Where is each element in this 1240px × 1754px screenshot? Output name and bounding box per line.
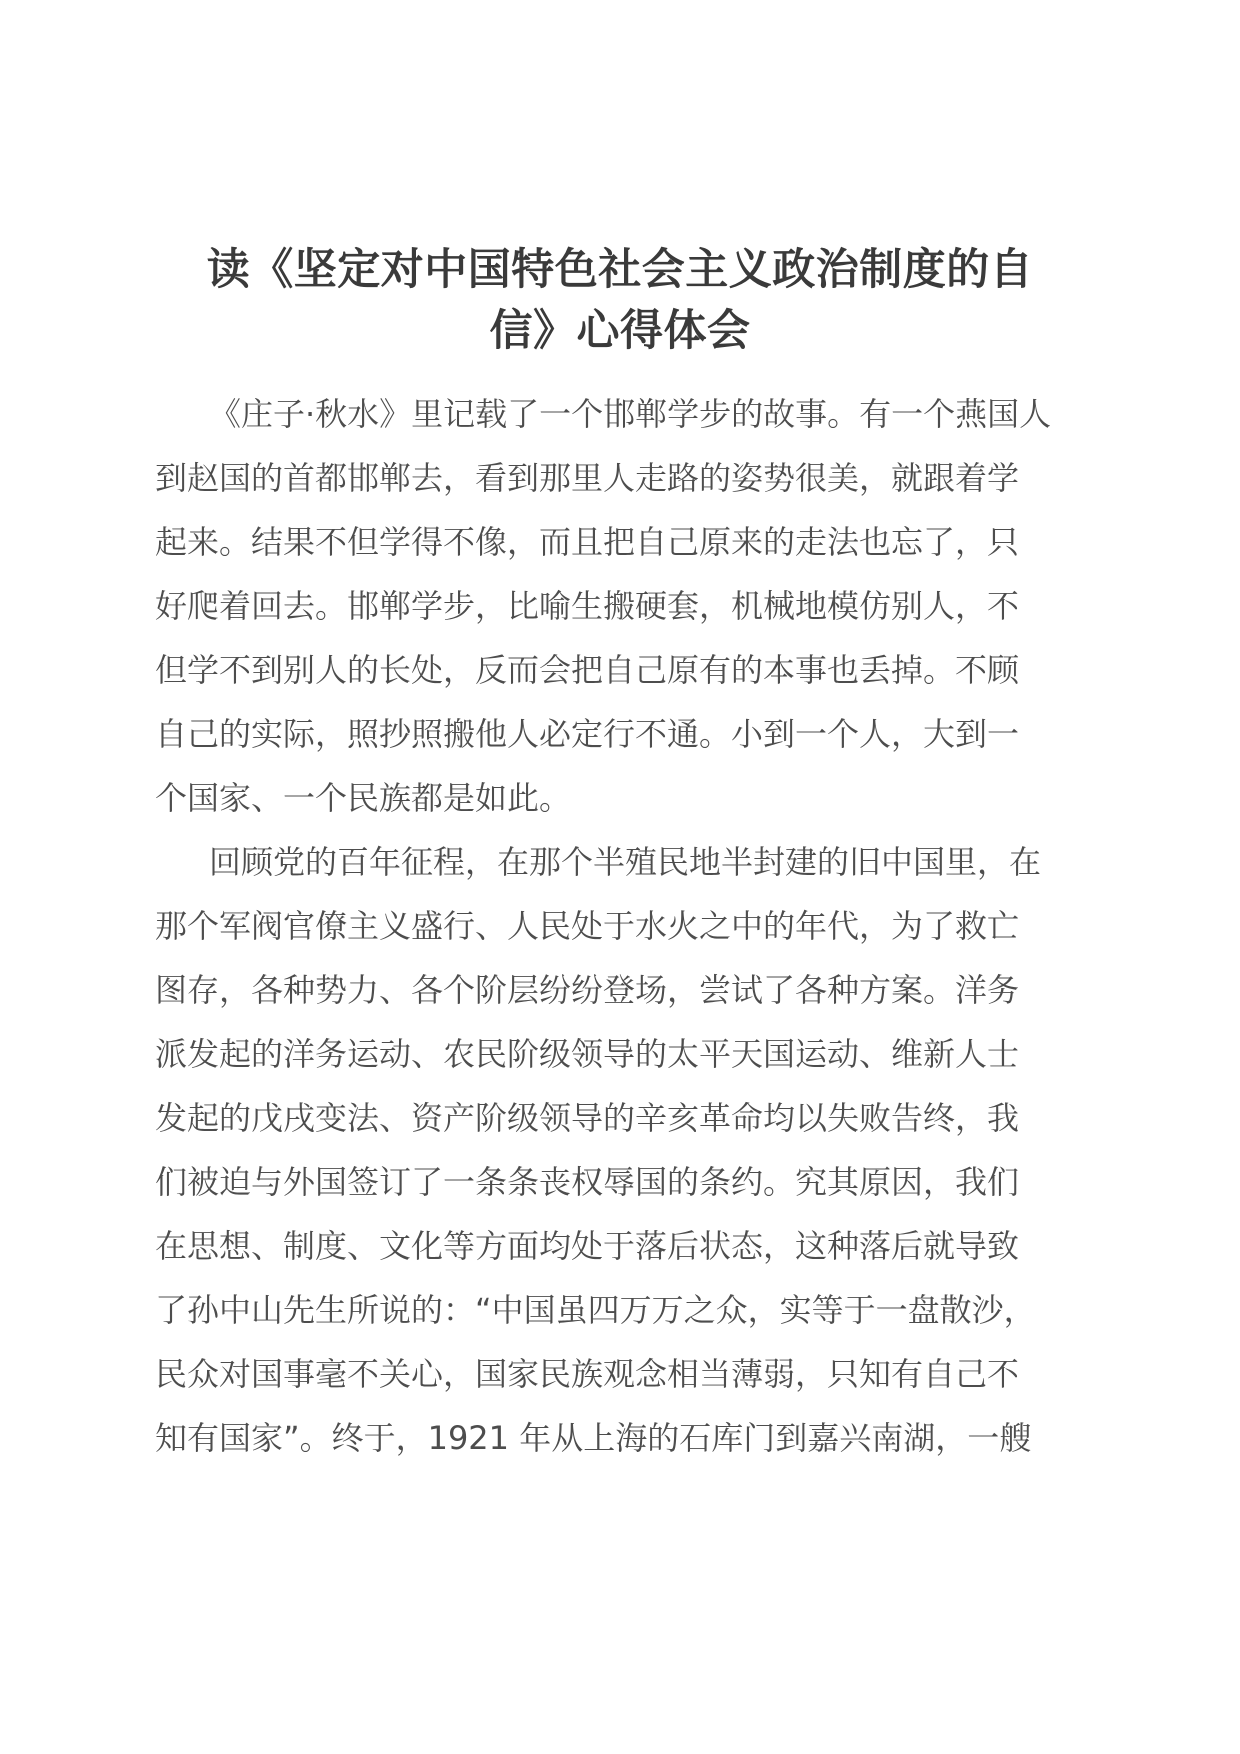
paragraph-1 [155,382,1085,830]
document-body [155,382,1085,1470]
paragraph-line: 起来。结果不但学得不像，而且把自己原来的走法也忘了，只 [155,523,1020,561]
paragraph-line: 派发起的洋务运动、农民阶级领导的太平天国运动、维新人士 [155,1035,1020,1073]
paragraph-line: 个国家、一个民族都是如此。 [155,779,572,817]
paragraph-line: 在思想、制度、文化等方面均处于落后状态，这种落后就导致 [155,1227,1020,1265]
paragraph-2 [155,830,1085,1470]
paragraph-line: 自己的实际，照抄照搬他人必定行不通。小到一个人，大到一 [155,715,1020,753]
document-title [155,240,1085,362]
title-line: 读《坚定对中国特色社会主义政治制度的自 [206,245,1034,295]
paragraph-line: 知有国家”。终于，1921 年从上海的石库门到嘉兴南湖，一艘 [155,1419,1032,1457]
paragraph-line: 到赵国的首都邯郸去，看到那里人走路的姿势很美，就跟着学 [155,459,1020,497]
paragraph-line: 《庄子·秋水》里记载了一个邯郸学步的故事。有一个燕国人 [209,395,1052,433]
paragraph-line: 回顾党的百年征程，在那个半殖民地半封建的旧中国里，在 [209,843,1042,881]
paragraph-line: 但学不到别人的长处，反而会把自己原有的本事也丢掉。不顾 [155,651,1020,689]
paragraph-line: 了孙中山先生所说的：“中国虽四万万之众，实等于一盘散沙， [155,1291,1036,1329]
title-line: 信》心得体会 [489,306,751,356]
document-page [155,240,1085,1470]
paragraph-line: 们被迫与外国签订了一条条丧权辱国的条约。究其原因，我们 [155,1163,1020,1201]
paragraph-line: 图存，各种势力、各个阶层纷纷登场，尝试了各种方案。洋务 [155,971,1020,1009]
paragraph-line: 发起的戊戌变法、资产阶级领导的辛亥革命均以失败告终，我 [155,1099,1020,1137]
paragraph-line: 那个军阀官僚主义盛行、人民处于水火之中的年代，为了救亡 [155,907,1020,945]
paragraph-line: 民众对国事毫不关心，国家民族观念相当薄弱，只知有自己不 [155,1355,1020,1393]
paragraph-line: 好爬着回去。邯郸学步，比喻生搬硬套，机械地模仿别人，不 [155,587,1020,625]
